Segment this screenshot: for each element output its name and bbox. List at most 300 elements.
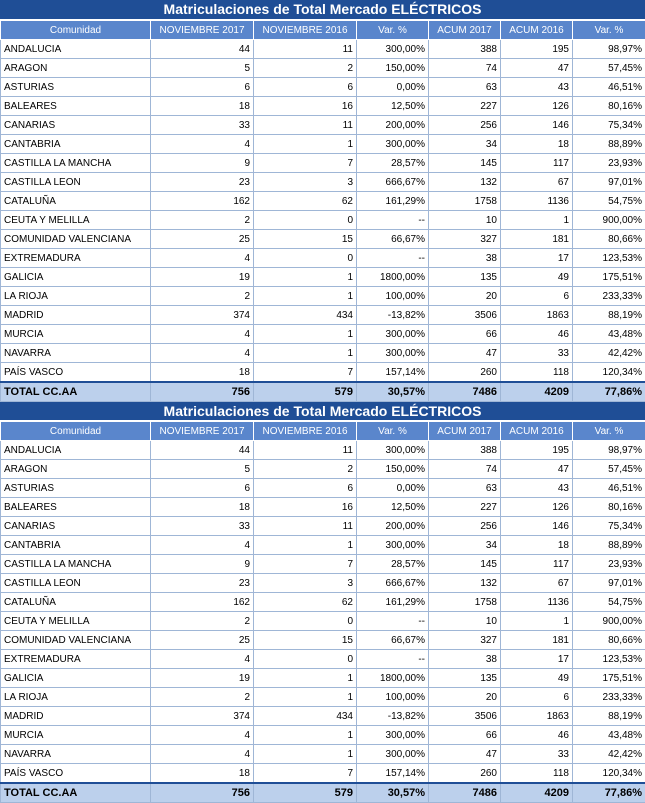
total-value-cell: 4209 [501, 783, 573, 803]
value-cell: 146 [501, 517, 573, 536]
value-cell: 12,50% [357, 498, 429, 517]
value-cell: 120,34% [573, 764, 645, 784]
value-cell: 28,57% [357, 154, 429, 173]
value-cell: 434 [254, 707, 357, 726]
value-cell: 1 [254, 669, 357, 688]
value-cell: 300,00% [357, 344, 429, 363]
region-cell: LA RIOJA [1, 287, 151, 306]
value-cell: 0 [254, 612, 357, 631]
total-value-cell: 77,86% [573, 783, 645, 803]
region-cell: CEUTA Y MELILLA [1, 612, 151, 631]
region-cell: CANTABRIA [1, 135, 151, 154]
value-cell: 38 [429, 249, 501, 268]
value-cell: 260 [429, 764, 501, 784]
value-cell: 5 [151, 59, 254, 78]
region-cell: GALICIA [1, 669, 151, 688]
value-cell: 300,00% [357, 135, 429, 154]
table-block-2 [0, 402, 645, 803]
region-cell: ARAGON [1, 460, 151, 479]
value-cell: 18 [151, 363, 254, 383]
value-cell: 1863 [501, 707, 573, 726]
total-value-cell: 579 [254, 783, 357, 803]
value-cell: 66 [429, 325, 501, 344]
value-cell: 25 [151, 230, 254, 249]
value-cell: -- [357, 211, 429, 230]
value-cell: 1 [501, 612, 573, 631]
value-cell: 2 [151, 688, 254, 707]
value-cell: 43,48% [573, 325, 645, 344]
table-row [1, 59, 645, 78]
value-cell: 16 [254, 498, 357, 517]
value-cell: 46,51% [573, 78, 645, 97]
value-cell: 67 [501, 173, 573, 192]
value-cell: 132 [429, 574, 501, 593]
value-cell: 1136 [501, 593, 573, 612]
total-value-cell: 756 [151, 783, 254, 803]
value-cell: 57,45% [573, 460, 645, 479]
total-value-cell: 30,57% [357, 382, 429, 402]
value-cell: 181 [501, 631, 573, 650]
value-cell: 4 [151, 745, 254, 764]
value-cell: 43 [501, 78, 573, 97]
value-cell: 135 [429, 669, 501, 688]
value-cell: 88,19% [573, 707, 645, 726]
value-cell: 88,89% [573, 536, 645, 555]
table-row [1, 764, 645, 784]
region-cell: CEUTA Y MELILLA [1, 211, 151, 230]
column-header: NOVIEMBRE 2017 [151, 422, 254, 441]
value-cell: 3506 [429, 306, 501, 325]
value-cell: 666,67% [357, 173, 429, 192]
table-title: Matriculaciones de Total Mercado ELÉCTRICOS [0, 402, 645, 421]
value-cell: 15 [254, 631, 357, 650]
value-cell: 4 [151, 249, 254, 268]
total-value-cell: 579 [254, 382, 357, 402]
value-cell: 1800,00% [357, 669, 429, 688]
value-cell: 0 [254, 211, 357, 230]
column-header: Var. % [357, 422, 429, 441]
value-cell: 1 [254, 688, 357, 707]
column-header: Var. % [573, 422, 645, 441]
value-cell: 0 [254, 249, 357, 268]
region-cell: LA RIOJA [1, 688, 151, 707]
total-label: TOTAL CC.AA [1, 783, 151, 803]
table-row [1, 726, 645, 745]
region-cell: ASTURIAS [1, 78, 151, 97]
value-cell: 434 [254, 306, 357, 325]
value-cell: 38 [429, 650, 501, 669]
value-cell: 1 [254, 745, 357, 764]
region-cell: COMUNIDAD VALENCIANA [1, 631, 151, 650]
value-cell: 23,93% [573, 555, 645, 574]
table-row [1, 192, 645, 211]
value-cell: 227 [429, 97, 501, 116]
region-cell: ANDALUCIA [1, 40, 151, 59]
total-row [1, 382, 645, 402]
value-cell: 4 [151, 135, 254, 154]
region-cell: GALICIA [1, 268, 151, 287]
total-value-cell: 4209 [501, 382, 573, 402]
value-cell: 300,00% [357, 40, 429, 59]
value-cell: 46 [501, 726, 573, 745]
value-cell: 98,97% [573, 441, 645, 460]
value-cell: 3 [254, 574, 357, 593]
table-row [1, 498, 645, 517]
value-cell: 132 [429, 173, 501, 192]
region-cell: ASTURIAS [1, 479, 151, 498]
value-cell: 11 [254, 517, 357, 536]
column-header: Comunidad [1, 422, 151, 441]
value-cell: 3 [254, 173, 357, 192]
value-cell: 23 [151, 173, 254, 192]
value-cell: 23 [151, 574, 254, 593]
region-cell: CANARIAS [1, 116, 151, 135]
value-cell: 117 [501, 555, 573, 574]
value-cell: 300,00% [357, 726, 429, 745]
value-cell: 80,66% [573, 230, 645, 249]
value-cell: 374 [151, 707, 254, 726]
value-cell: 233,33% [573, 287, 645, 306]
value-cell: 126 [501, 97, 573, 116]
total-value-cell: 7486 [429, 783, 501, 803]
value-cell: 98,97% [573, 40, 645, 59]
value-cell: 233,33% [573, 688, 645, 707]
table-row [1, 344, 645, 363]
value-cell: 7 [254, 764, 357, 784]
value-cell: 18 [501, 135, 573, 154]
value-cell: 43 [501, 479, 573, 498]
table-row [1, 517, 645, 536]
value-cell: 900,00% [573, 612, 645, 631]
region-cell: CASTILLA LEON [1, 574, 151, 593]
column-header: NOVIEMBRE 2016 [254, 422, 357, 441]
value-cell: 66 [429, 726, 501, 745]
value-cell: 63 [429, 78, 501, 97]
region-cell: NAVARRA [1, 344, 151, 363]
value-cell: 44 [151, 441, 254, 460]
table-header [1, 422, 645, 441]
value-cell: 4 [151, 726, 254, 745]
value-cell: 20 [429, 688, 501, 707]
value-cell: 123,53% [573, 249, 645, 268]
value-cell: 175,51% [573, 669, 645, 688]
value-cell: 100,00% [357, 287, 429, 306]
value-cell: 33 [151, 517, 254, 536]
value-cell: 1863 [501, 306, 573, 325]
region-cell: CASTILLA LA MANCHA [1, 555, 151, 574]
value-cell: 47 [501, 59, 573, 78]
value-cell: 74 [429, 59, 501, 78]
column-header: ACUM 2016 [501, 422, 573, 441]
value-cell: 260 [429, 363, 501, 383]
value-cell: 300,00% [357, 441, 429, 460]
value-cell: 117 [501, 154, 573, 173]
table-row [1, 116, 645, 135]
value-cell: 9 [151, 555, 254, 574]
region-cell: CATALUÑA [1, 593, 151, 612]
value-cell: 11 [254, 40, 357, 59]
value-cell: 2 [151, 287, 254, 306]
value-cell: 42,42% [573, 344, 645, 363]
value-cell: -13,82% [357, 306, 429, 325]
region-cell: MADRID [1, 707, 151, 726]
value-cell: 6 [151, 78, 254, 97]
table-row [1, 707, 645, 726]
value-cell: 33 [501, 344, 573, 363]
value-cell: 195 [501, 40, 573, 59]
region-cell: PAÍS VASCO [1, 764, 151, 784]
table-row [1, 631, 645, 650]
value-cell: 80,66% [573, 631, 645, 650]
table-body [1, 40, 645, 402]
table-row [1, 688, 645, 707]
value-cell: 15 [254, 230, 357, 249]
table-row [1, 97, 645, 116]
value-cell: 75,34% [573, 517, 645, 536]
value-cell: 195 [501, 441, 573, 460]
column-header: NOVIEMBRE 2016 [254, 21, 357, 40]
table-row [1, 78, 645, 97]
value-cell: 47 [501, 460, 573, 479]
value-cell: 161,29% [357, 593, 429, 612]
value-cell: 47 [429, 745, 501, 764]
table-row [1, 650, 645, 669]
value-cell: 162 [151, 593, 254, 612]
value-cell: 300,00% [357, 745, 429, 764]
value-cell: 54,75% [573, 593, 645, 612]
region-cell: MURCIA [1, 726, 151, 745]
value-cell: 146 [501, 116, 573, 135]
region-cell: MADRID [1, 306, 151, 325]
value-cell: 1 [254, 325, 357, 344]
value-cell: -13,82% [357, 707, 429, 726]
table-row [1, 287, 645, 306]
value-cell: 23,93% [573, 154, 645, 173]
value-cell: 145 [429, 154, 501, 173]
value-cell: 18 [151, 97, 254, 116]
value-cell: 12,50% [357, 97, 429, 116]
value-cell: 46 [501, 325, 573, 344]
value-cell: 256 [429, 517, 501, 536]
table-row [1, 536, 645, 555]
value-cell: 33 [501, 745, 573, 764]
column-header: ACUM 2017 [429, 21, 501, 40]
region-cell: EXTREMADURA [1, 249, 151, 268]
table-row [1, 363, 645, 383]
value-cell: 900,00% [573, 211, 645, 230]
value-cell: 66,67% [357, 631, 429, 650]
value-cell: 1 [254, 135, 357, 154]
value-cell: 123,53% [573, 650, 645, 669]
value-cell: 2 [254, 460, 357, 479]
value-cell: 1 [254, 726, 357, 745]
value-cell: 6 [151, 479, 254, 498]
value-cell: 6 [254, 78, 357, 97]
value-cell: 0 [254, 650, 357, 669]
value-cell: 66,67% [357, 230, 429, 249]
total-value-cell: 756 [151, 382, 254, 402]
value-cell: 19 [151, 669, 254, 688]
value-cell: 19 [151, 268, 254, 287]
value-cell: 120,34% [573, 363, 645, 383]
value-cell: 6 [501, 287, 573, 306]
value-cell: 2 [151, 612, 254, 631]
value-cell: 100,00% [357, 688, 429, 707]
table-row [1, 555, 645, 574]
region-cell: ANDALUCIA [1, 441, 151, 460]
column-header: Var. % [573, 21, 645, 40]
column-header: Comunidad [1, 21, 151, 40]
value-cell: 80,16% [573, 97, 645, 116]
value-cell: 388 [429, 40, 501, 59]
value-cell: 11 [254, 441, 357, 460]
value-cell: 126 [501, 498, 573, 517]
table-row [1, 306, 645, 325]
table-row [1, 574, 645, 593]
value-cell: 1 [501, 211, 573, 230]
value-cell: 181 [501, 230, 573, 249]
value-cell: 88,19% [573, 306, 645, 325]
value-cell: 227 [429, 498, 501, 517]
value-cell: 20 [429, 287, 501, 306]
value-cell: 1 [254, 344, 357, 363]
value-cell: 327 [429, 631, 501, 650]
value-cell: 97,01% [573, 574, 645, 593]
region-cell: CASTILLA LEON [1, 173, 151, 192]
region-cell: COMUNIDAD VALENCIANA [1, 230, 151, 249]
registrations-table [0, 421, 645, 803]
value-cell: 25 [151, 631, 254, 650]
total-value-cell: 7486 [429, 382, 501, 402]
value-cell: 4 [151, 650, 254, 669]
table-row [1, 135, 645, 154]
value-cell: 6 [254, 479, 357, 498]
value-cell: 34 [429, 536, 501, 555]
value-cell: 18 [151, 498, 254, 517]
table-row [1, 479, 645, 498]
value-cell: 16 [254, 97, 357, 116]
value-cell: 388 [429, 441, 501, 460]
region-cell: CASTILLA LA MANCHA [1, 154, 151, 173]
value-cell: 145 [429, 555, 501, 574]
column-header: ACUM 2016 [501, 21, 573, 40]
column-header: NOVIEMBRE 2017 [151, 21, 254, 40]
value-cell: 7 [254, 363, 357, 383]
table-row [1, 441, 645, 460]
value-cell: 97,01% [573, 173, 645, 192]
table-row [1, 230, 645, 249]
table-row [1, 40, 645, 59]
region-cell: EXTREMADURA [1, 650, 151, 669]
value-cell: 118 [501, 764, 573, 784]
value-cell: 256 [429, 116, 501, 135]
value-cell: 75,34% [573, 116, 645, 135]
value-cell: 67 [501, 574, 573, 593]
value-cell: 4 [151, 325, 254, 344]
value-cell: 1 [254, 287, 357, 306]
table-title: Matriculaciones de Total Mercado ELÉCTRICOS [0, 0, 645, 20]
value-cell: 17 [501, 650, 573, 669]
region-cell: CATALUÑA [1, 192, 151, 211]
value-cell: 7 [254, 154, 357, 173]
table-row [1, 154, 645, 173]
value-cell: 2 [254, 59, 357, 78]
table-body [1, 441, 645, 803]
value-cell: 1758 [429, 192, 501, 211]
region-cell: BALEARES [1, 498, 151, 517]
value-cell: 150,00% [357, 460, 429, 479]
region-cell: PAÍS VASCO [1, 363, 151, 383]
value-cell: 4 [151, 536, 254, 555]
region-cell: NAVARRA [1, 745, 151, 764]
value-cell: 74 [429, 460, 501, 479]
value-cell: 62 [254, 593, 357, 612]
region-cell: ARAGON [1, 59, 151, 78]
value-cell: 118 [501, 363, 573, 383]
total-value-cell: 30,57% [357, 783, 429, 803]
value-cell: 62 [254, 192, 357, 211]
value-cell: 46,51% [573, 479, 645, 498]
value-cell: 10 [429, 612, 501, 631]
value-cell: 0,00% [357, 479, 429, 498]
value-cell: 18 [151, 764, 254, 784]
total-label: TOTAL CC.AA [1, 382, 151, 402]
value-cell: 150,00% [357, 59, 429, 78]
value-cell: -- [357, 650, 429, 669]
value-cell: -- [357, 612, 429, 631]
value-cell: 33 [151, 116, 254, 135]
value-cell: 666,67% [357, 574, 429, 593]
value-cell: 42,42% [573, 745, 645, 764]
region-cell: CANARIAS [1, 517, 151, 536]
value-cell: 54,75% [573, 192, 645, 211]
value-cell: 6 [501, 688, 573, 707]
table-row [1, 325, 645, 344]
value-cell: 7 [254, 555, 357, 574]
registrations-table [0, 20, 645, 402]
value-cell: 161,29% [357, 192, 429, 211]
value-cell: 44 [151, 40, 254, 59]
column-header: Var. % [357, 21, 429, 40]
value-cell: 47 [429, 344, 501, 363]
value-cell: 9 [151, 154, 254, 173]
value-cell: 5 [151, 460, 254, 479]
value-cell: 1758 [429, 593, 501, 612]
value-cell: 162 [151, 192, 254, 211]
column-header: ACUM 2017 [429, 422, 501, 441]
value-cell: 80,16% [573, 498, 645, 517]
value-cell: 34 [429, 135, 501, 154]
table-row [1, 249, 645, 268]
value-cell: 49 [501, 669, 573, 688]
value-cell: 2 [151, 211, 254, 230]
value-cell: 88,89% [573, 135, 645, 154]
value-cell: 11 [254, 116, 357, 135]
value-cell: 300,00% [357, 536, 429, 555]
value-cell: 18 [501, 536, 573, 555]
region-cell: CANTABRIA [1, 536, 151, 555]
table-row [1, 460, 645, 479]
value-cell: 157,14% [357, 764, 429, 784]
value-cell: 300,00% [357, 325, 429, 344]
region-cell: MURCIA [1, 325, 151, 344]
table-header [1, 21, 645, 40]
table-row [1, 745, 645, 764]
table-row [1, 268, 645, 287]
value-cell: 374 [151, 306, 254, 325]
table-row [1, 173, 645, 192]
table-row [1, 669, 645, 688]
